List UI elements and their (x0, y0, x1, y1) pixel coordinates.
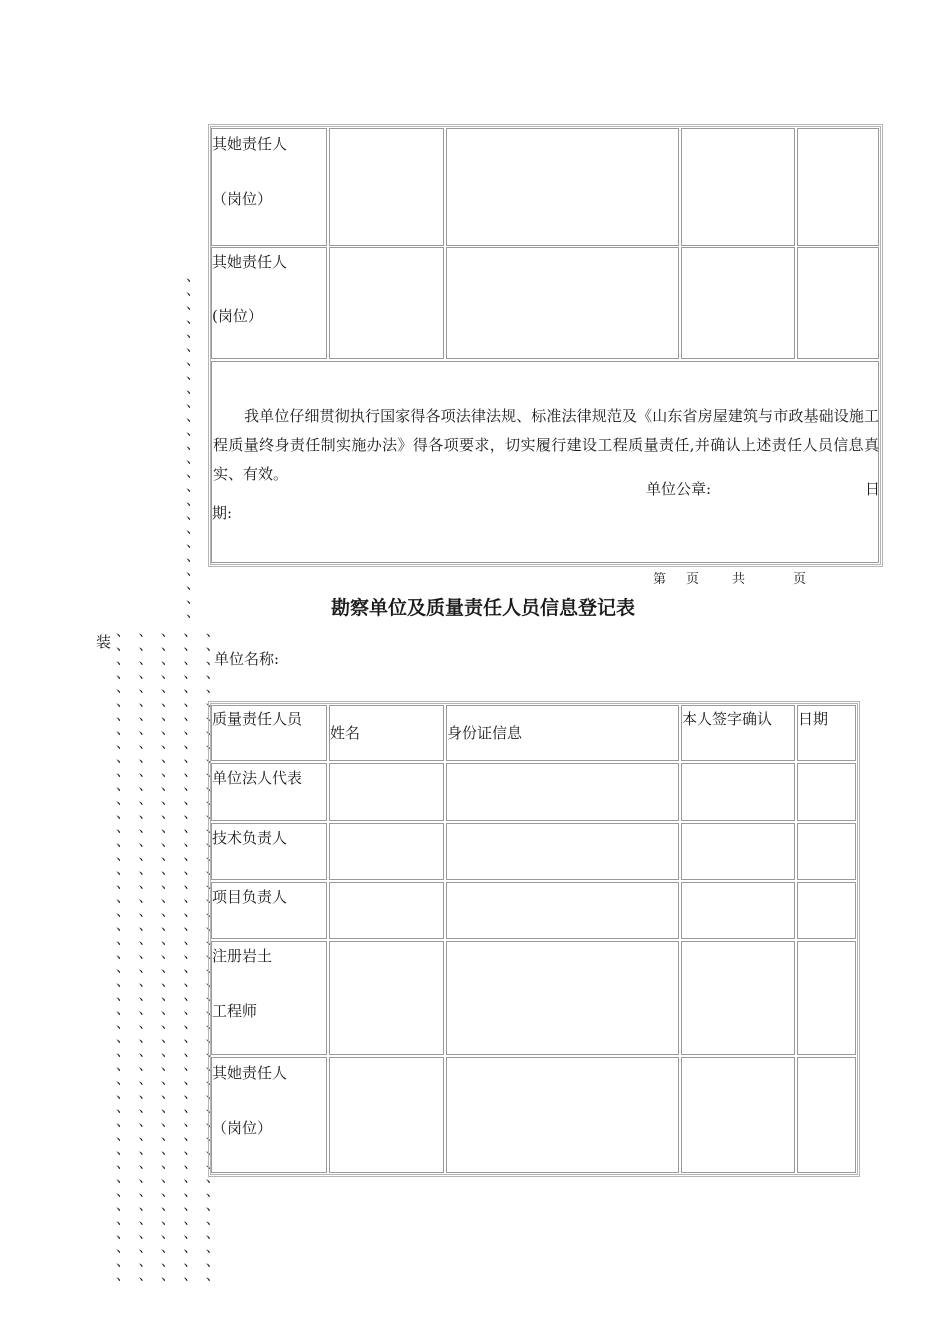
table2-row4-role-line2: 工程师 (212, 1002, 258, 1020)
table2-row4-name-cell (329, 941, 444, 1055)
table1-declaration-text: 我单位仔细贯彻执行国家得各项法律法规、标准法律规范及《山东省房屋建筑与市政基础设施工程质量终身责任制实施办法》得各项要求，切实履行建设工程质量责任,并确认上述责任人员信息真实、有效。 (213, 407, 879, 483)
table1-row1-role-line2: （岗位） (212, 190, 273, 208)
table2-row5-id-cell (446, 1057, 679, 1173)
table2-row2-sign-cell (681, 823, 795, 880)
table2-row4-id-cell (446, 941, 679, 1055)
table2-row2-id-cell (446, 823, 679, 880)
table2-row2-date-cell (797, 823, 856, 880)
table1-row1-name-cell (329, 128, 444, 246)
table1-seal-label: 单位公章: (646, 480, 712, 498)
page-marker-ye2: 页 (793, 572, 807, 587)
binding-label: 装 (96, 633, 112, 651)
page-marker-gong: 共 (732, 572, 746, 587)
table2-title: 勘察单位及质量责任人员信息登记表 (331, 597, 636, 619)
table1-row1-date-cell (797, 128, 879, 246)
table2-row2-role: 技术负责人 (212, 829, 288, 847)
table1-row2-sign-cell (681, 247, 795, 359)
table1-row1-id-cell (446, 128, 679, 246)
table2-header-sign: 本人签字确认 (682, 710, 773, 728)
table2-row3-id-cell (446, 882, 679, 939)
table2-row4-date-cell (797, 941, 856, 1055)
table2-row1-id-cell (446, 763, 679, 821)
table2-row5-role-line1: 其她责任人 (212, 1064, 288, 1082)
table2-row1-role: 单位法人代表 (212, 769, 303, 787)
table2-header-date: 日期 (798, 710, 829, 728)
table2-row1-name-cell (329, 763, 444, 821)
page-marker-di: 第 (653, 572, 667, 587)
unit-name-label: 单位名称: (214, 650, 280, 668)
table2-row2-name-cell (329, 823, 444, 880)
table2-row3-name-cell (329, 882, 444, 939)
table1-row2-id-cell (446, 247, 679, 359)
table1-row1-role-line1: 其她责任人 (212, 135, 288, 153)
table2-row3-role: 项目负责人 (212, 888, 288, 906)
table1-row2-name-cell (329, 247, 444, 359)
table2-row1-sign-cell (681, 763, 795, 821)
table2-header-name: 姓名 (330, 724, 361, 742)
table2-row1-date-cell (797, 763, 856, 821)
table2-row4-sign-cell (681, 941, 795, 1055)
table1-row2-role-line2: (岗位） (212, 307, 263, 325)
table2-row5-name-cell (329, 1057, 444, 1173)
page-marker-ye: 页 (686, 572, 700, 587)
table2-row4-role-line1: 注册岩土 (212, 947, 273, 965)
table2-row3-sign-cell (681, 882, 795, 939)
table1-row2-role-line1: 其她责任人 (212, 253, 288, 271)
table2-row5-sign-cell (681, 1057, 795, 1173)
table2-row5-date-cell (797, 1057, 856, 1173)
table2-row3-date-cell (797, 882, 856, 939)
table1-row2-date-cell (797, 247, 879, 359)
binding-dots-column: 、 、 、 、 、 、 、 、 、 、 、 、 、 、 、 、 、 、 、 、 、 、 、 、 、 (186, 269, 202, 621)
table1-row1-sign-cell (681, 128, 795, 246)
table2-header-id: 身份证信息 (447, 724, 523, 742)
binding-dots-grid: 、 、 、 、 、 、 、 、 、 、 、 、 、 、 、 、 、 、 、 、 、 、 、 、 、 、 、 、 、 、 、 、 、 、 、 、 、 、 、 、 、 、 、 、 、 、 、 、 、 、 、 、 、 、 、 、 、 、 、 、 、 、 、 、 、 、 、 、 、 、 、 、 、 、 、 、 、 、 、 、 、 、 、 、 、 、 、 、 、 、 、 、 、 、 、 、 、 、 、 、 、 、 、 、 、 、 、 、 、 、 、 、 、 、 、 、 、 、 、 、 、 、 、 、 、 、 、 、 、 、 、 、 、 、 、 、 、 、 、 、 、 、 、 、 、 、 、 、 、 、 、 、 、 、 、 、 、 、 、 、 、 、 、 、 、 、 、 、 、 、 、 、 、 、 、 、 、 、 、 、 、 、 、 、 、 、 、 、 、 、 、 、 、 、 、 、 、 、 、 、 、 、 、 、 、 、 、 、 、 、 、 、 、 、 、 、 、 、 、 、 、 、 、 、 、 、 、 、 、 、 、 、 、 、 、 (116, 624, 222, 1284)
table1-date-label-start: 日 (865, 480, 881, 498)
table2-row5-role-line2: （岗位） (212, 1119, 273, 1137)
table1-date-label-end: 期: (212, 504, 233, 522)
table2-header-role: 质量责任人员 (212, 710, 303, 728)
